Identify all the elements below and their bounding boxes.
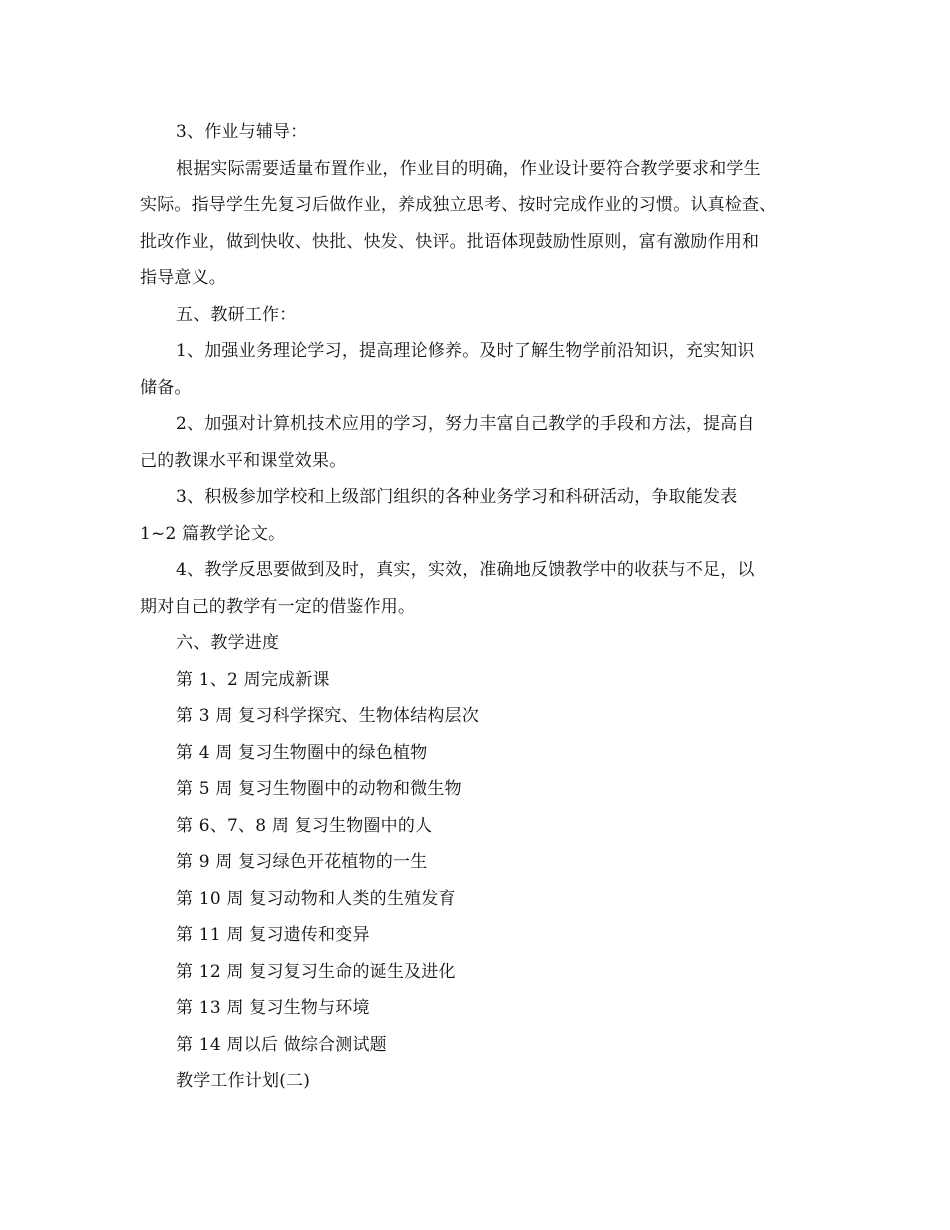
section-heading-homework: 3、作业与辅导：: [176, 122, 308, 142]
paragraph-line: 3、积极参加学校和上级部门组织的各种业务学习和科研活动，争取能发表: [176, 487, 738, 507]
schedule-item: 第 9 周 复习绿色开花植物的一生: [176, 852, 428, 872]
paragraph-line: 实际。指导学生先复习后做作业，养成独立思考、按时完成作业的习惯。认真检查、: [140, 195, 777, 215]
paragraph-line: 指导意义。: [140, 268, 226, 288]
paragraph-line: 2、加强对计算机技术应用的学习，努力丰富自己教学的手段和方法，提高自: [176, 414, 755, 434]
schedule-item: 第 11 周 复习遗传和变异: [176, 925, 370, 945]
document-body: [140, 114, 820, 1100]
schedule-item: 第 3 周 复习科学探究、生物体结构层次: [176, 706, 480, 726]
paragraph-line: 4、教学反思要做到及时，真实，实效，准确地反馈教学中的收获与不足，以: [176, 560, 755, 580]
schedule-item: 第 5 周 复习生物圈中的动物和微生物: [176, 779, 462, 799]
paragraph-line: 1~2 篇教学论文。: [140, 523, 286, 544]
paragraph-line: 己的教课水平和课堂效果。: [140, 450, 347, 471]
schedule-item: 第 14 周以后 做综合测试题: [176, 1034, 387, 1055]
section-heading-plan-two: 教学工作计划(二): [176, 1071, 311, 1091]
schedule-item: 第 1、2 周完成新课: [176, 669, 330, 690]
schedule-item: 第 12 周 复习复习生命的诞生及进化: [176, 961, 456, 982]
section-heading-schedule: 六、教学进度: [176, 633, 280, 653]
schedule-item: 第 4 周 复习生物圈中的绿色植物: [176, 742, 428, 763]
schedule-item: 第 10 周 复习动物和人类的生殖发育: [176, 888, 456, 909]
paragraph-line: 期对自己的教学有一定的借鉴作用。: [140, 596, 416, 617]
section-heading-research: 五、教研工作：: [176, 304, 297, 325]
paragraph-line: 根据实际需要适量布置作业，作业目的明确，作业设计要符合教学要求和学生: [176, 158, 761, 179]
paragraph-line: 批改作业，做到快收、快批、快发、快评。批语体现鼓励性原则，富有激励作用和: [140, 231, 760, 252]
paragraph-line: 储备。: [140, 377, 192, 398]
paragraph-line: 1、加强业务理论学习，提高理论修养。及时了解生物学前沿知识，充实知识: [176, 341, 755, 361]
schedule-item: 第 13 周 复习生物与环境: [176, 998, 370, 1018]
schedule-item: 第 6、7、8 周 复习生物圈中的人: [176, 815, 433, 836]
